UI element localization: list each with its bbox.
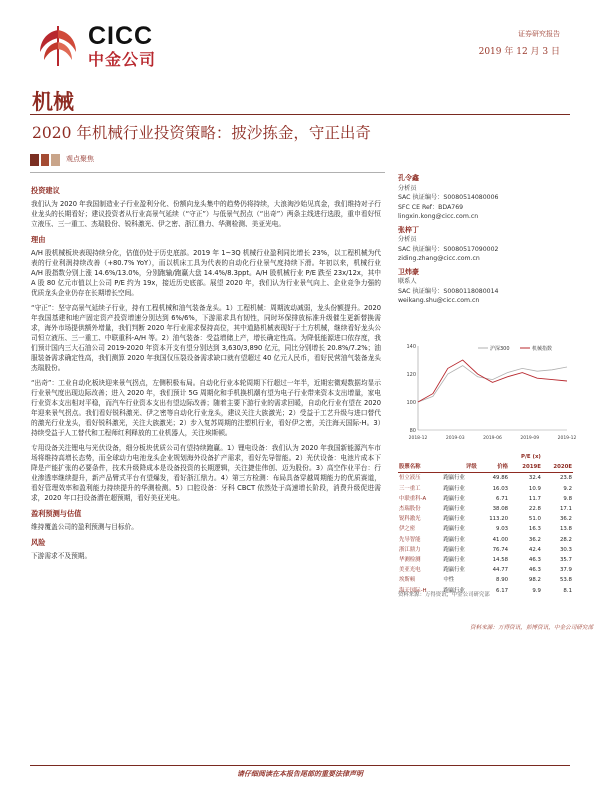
table-cell: 53.8 xyxy=(559,577,572,584)
table-cell: 37.9 xyxy=(559,567,572,574)
table-header: P/E (x) xyxy=(521,454,541,460)
table-cell: 中性 xyxy=(443,577,455,584)
table-subheader: 2020E xyxy=(553,464,572,471)
series-line-1 xyxy=(418,360,567,402)
table-cell: 98.2 xyxy=(528,577,541,584)
table-cell: 浙江鼎力 xyxy=(399,546,421,553)
table-cell: 海天国际-H xyxy=(399,587,427,594)
table-cell: 46.3 xyxy=(528,557,541,564)
table-header xyxy=(442,452,477,462)
table-cell: 9.03 xyxy=(496,526,509,533)
table-cell: 32.4 xyxy=(528,475,541,482)
analyst-role: 分析员 xyxy=(398,184,417,192)
paragraph: “守正”：坚守高景气延续子行业，持有工程机械和油气装备龙头。1）工程机械：周期波动减弱，龙头份额提升。2020 年我国基建和地产固定资产投资增速分别达到 6%/6%，下游需求具有韧性，同时环保排放标准升级催生更新替换需求，海外市场提供额外增量，我们判断 2020 年行业需求保持高位，其中道路机械表现好于土方机械，继续看好龙头公司恒立液压、三一重工、中联重科-A/H 等。2）油气装备：受益增储上产，增长确定性高。为降低能源进口依存度，我们预计国内三大石油公司 2019-2020 年资本开支有望分别达到 3,630/3,890 亿元，同比分别增长 20.8%/7.2%；油服装备需求确定性高，我们测算 2020 年我国仅压裂设备需求缺口就有望超过 40 亿元人民币，看好民营油气装备龙头杰瑞股份。 xyxy=(31,304,381,372)
table-cell: 恒立液压 xyxy=(399,475,421,482)
table-cell: 跑赢行业 xyxy=(443,557,465,564)
table-cell: 36.2 xyxy=(528,536,541,543)
table-cell: 跑赢行业 xyxy=(443,485,465,492)
table-cell: 113.20 xyxy=(489,516,509,523)
table-cell: 锐科激光 xyxy=(399,516,421,523)
section-heading: 理由 xyxy=(31,235,46,244)
analyst-email[interactable]: ziding.zhang@cicc.com.cn xyxy=(398,255,480,262)
table-cell: 46.3 xyxy=(528,567,541,574)
x-tick-label: 2019-06 xyxy=(483,436,502,441)
table-cell: 跑赢行业 xyxy=(443,587,465,594)
table-row xyxy=(398,494,573,504)
analyst-sac: SAC 执证编号：S0080517090002 xyxy=(398,245,499,253)
table-cell: 30.3 xyxy=(559,546,572,553)
table-row xyxy=(398,524,573,534)
table-cell: 跑赢行业 xyxy=(443,536,465,543)
paragraph: 我们认为 2020 年我国制造业子行业盈利分化、份额向龙头集中的趋势仍将持续，大浪淘沙始见真金，我们维持对子行业龙头的长期看好；建议投资者从行业高景气延续（“守正”）与低景气拐点（“出奇”）两条主线进行选股，重申看好恒立液压、三一重工、杰瑞股份、锐科激光、伊之密、浙江鼎力、华测检测、美亚光电。 xyxy=(31,200,381,228)
table-row xyxy=(398,535,573,545)
industry-heading: 机械 xyxy=(32,89,74,114)
table-row xyxy=(398,575,573,585)
table-header xyxy=(398,452,442,462)
analyst-name: 卫炜豪 xyxy=(398,267,419,276)
analyst-block xyxy=(398,174,568,222)
line-chart xyxy=(398,338,577,448)
table-cell: 9.8 xyxy=(563,495,572,502)
report-type: 证券研究报告 xyxy=(518,30,560,38)
x-tick-label: 2019-09 xyxy=(520,436,540,441)
table-cell: 13.8 xyxy=(559,526,572,533)
table-cell: 跑赢行业 xyxy=(443,567,465,574)
table-cell: 23.8 xyxy=(559,475,572,482)
footer-divider xyxy=(30,765,570,766)
table-cell: 先导智能 xyxy=(399,536,421,543)
table-cell: 28.2 xyxy=(559,536,572,543)
legend-label: 机械指数 xyxy=(532,346,553,352)
table-subheader: 评级 xyxy=(465,464,477,471)
logo-text-en: CICC xyxy=(88,22,154,50)
table-cell: 8.1 xyxy=(563,587,572,594)
table-cell: 49.86 xyxy=(492,475,509,482)
index-performance-chart xyxy=(398,338,577,448)
table-cell: 6.71 xyxy=(496,495,509,502)
tag-color-block xyxy=(30,154,60,166)
table-cell: 35.7 xyxy=(559,557,572,564)
analyst-sfc: SFC CE Ref：BDA769 xyxy=(398,203,464,211)
table-cell: 9.2 xyxy=(563,485,572,492)
analyst-name: 张梓丁 xyxy=(398,225,419,234)
table-header xyxy=(478,452,509,462)
paragraph: 维持覆盖公司的盈利预测与目标价。 xyxy=(31,523,138,531)
y-tick-label: 120 xyxy=(406,372,416,378)
table-cell: 11.7 xyxy=(528,495,541,502)
footer-legal-note: 请仔细阅读在本报告尾部的重要法律声明 xyxy=(237,770,363,778)
table-cell: 9.9 xyxy=(532,587,541,594)
table-cell: 42.4 xyxy=(528,546,541,553)
y-tick-label: 100 xyxy=(406,400,416,406)
table-subheader: 2019E xyxy=(522,464,541,471)
legend-label: 沪深300 xyxy=(490,346,510,352)
paragraph: 下游需求不及预期。 xyxy=(31,552,92,560)
table-cell: 8.90 xyxy=(496,577,509,584)
table-header-row xyxy=(398,452,573,462)
table-cell: 跑赢行业 xyxy=(443,506,465,513)
table-row xyxy=(398,514,573,524)
table-cell: 华测检测 xyxy=(399,557,421,564)
table-cell: 10.9 xyxy=(528,485,541,492)
x-tick-label: 2019-12 xyxy=(557,436,577,441)
table-cell: 38.08 xyxy=(492,506,509,513)
table-cell: 三一重工 xyxy=(399,485,421,492)
valuation-table xyxy=(398,452,573,596)
table-cell: 伊之密 xyxy=(399,526,416,533)
table-subheader: 股票名称 xyxy=(399,464,421,471)
table-cell: 41.00 xyxy=(492,536,509,543)
table-cell: 中联重科-A xyxy=(399,495,427,502)
paragraph: 专用设备关注锂电与光伏设备，细分板块优质公司有望持续跑赢。1）锂电设备：我们认为 2020 年我国新能源汽车市场将维持高增长态势，而全球动力电池龙头企业规划海外设备扩产需求，看好先导智能。2）光伏设备：电池片成本下降是产能扩张的必要条件，技术升级降成本是设备投资的长期逻辑，关注捷佳伟创、迈为股份。3）高空作业平台：行业渗透率继续提升，新产品臂式平台有望爆发，看好浙江鼎力。4）第三方检测：布局具备穿越周期能力的优质赛道，看好管理效率和盈利能力持续提升的华测检测。5）口腔设备：牙科 CBCT 依然处于高速增长阶段，消费升级促进需求，2020 年口扫设备潜在超预期，看好美亚光电。 xyxy=(31,444,381,502)
report-date: 2019 年 12 月 3 日 xyxy=(478,47,560,57)
table-subheader: 价格 xyxy=(497,464,509,471)
table-cell: 22.8 xyxy=(528,506,541,513)
y-tick-label: 80 xyxy=(409,428,416,434)
report-title: 2020 年机械行业投资策略：披沙拣金，守正出奇 xyxy=(32,124,371,142)
analyst-sac: SAC 执证编号：S0080514080006 xyxy=(398,194,499,201)
table-cell: 76.74 xyxy=(492,546,509,553)
series-line-0 xyxy=(418,366,567,402)
table-subheader-row xyxy=(398,462,573,473)
table-cell: 跑赢行业 xyxy=(443,516,465,523)
analyst-role: 分析员 xyxy=(398,236,417,243)
table-row xyxy=(398,555,573,565)
section-heading: 盈利预测与估值 xyxy=(31,509,82,518)
analyst-sac: SAC 执证编号：S0080118080014 xyxy=(398,287,499,295)
paragraph: “出奇”：工业自动化板块迎来景气拐点，左侧积极布局。自动化行业本轮周期下行超过一年半，近期宏微观数据均显示行业景气度出现边际改善；进入 2020 年，我们预计 5G 周期化和手机换机潮有望为电子行业带来资本支出增量，家电行业资本支出相对平稳，而汽车行业资本支出有望边际改善；随着主要下游行业的需求回暖，自动化行业有望在 2020 年迎来景气拐点。我们看好锐科激光、伊之密等自动化行业龙头，建议关注大族激光；2）受益于工艺升级与进口替代的激光行业龙头，看好锐科激光，关注大族激光；2）步入复苏周期的注塑机行业，看好伊之密，关注海天国际-H。3）持续受益于人工替代和工程师红利释放的工业机器人，关注埃斯顿。 xyxy=(31,379,381,437)
analyst-block xyxy=(398,268,568,306)
table-cell: 17.1 xyxy=(559,506,572,513)
table-cell: 14.58 xyxy=(492,557,509,564)
analyst-panel xyxy=(398,170,568,306)
table-row xyxy=(398,565,573,575)
table-row xyxy=(398,473,573,484)
analyst-role: 联系人 xyxy=(398,278,417,285)
table-row xyxy=(398,504,573,514)
cicc-logo-mark xyxy=(34,22,82,70)
section-heading: 风险 xyxy=(31,538,46,547)
table-row xyxy=(398,484,573,494)
analyst-block xyxy=(398,226,568,264)
analyst-email[interactable]: lingxin.kong@cicc.com.cn xyxy=(398,213,479,220)
logo-text-cn: 中金公司 xyxy=(88,50,157,69)
paragraph: A/H 股机械板块表现持续分化，估值仍处于历史底部。2019 年 1~3Q 机械行业盈利同比增长 23%，以工程机械为代表的行业利润持续改善（+80.7% YoY），而以机床工具为代表的自动化行业景气度持续下滑。年初以来，机械行业 A/H 股指数分别上涨 14.6%/13.0%，分别跑输/跑赢大盘 14.4%/8.3ppt。A/H 股机械行业 P/E 跌至 23x/12x，其中 A 股 80 亿元市值以上公司 P/E 约为 19x，接近历史底部。展望 2020 年，我们认为行业景气向上、企业竞争力强的优质龙头企业仍存在长期增长空间。 xyxy=(31,249,381,297)
table-cell: 36.2 xyxy=(559,516,572,523)
y-tick-label: 140 xyxy=(406,344,416,350)
table-cell: 跑赢行业 xyxy=(443,495,465,502)
table-cell: 跑赢行业 xyxy=(443,526,465,533)
divider xyxy=(30,114,570,115)
table-cell: 16.3 xyxy=(528,526,541,533)
x-tick-label: 2018-12 xyxy=(408,436,428,441)
writer-note: 资料来源：万得资讯，彭博资讯，中金公司研究部 xyxy=(470,625,594,631)
table-cell: 跑赢行业 xyxy=(443,475,465,482)
table-cell: 6.17 xyxy=(496,587,509,594)
analyst-email[interactable]: weikang.shu@cicc.com.cn xyxy=(398,297,480,304)
table-cell: 51.0 xyxy=(528,516,541,523)
divider xyxy=(30,172,385,173)
table-row xyxy=(398,545,573,555)
table-source: 资料来源：万得资讯，中金公司研究部 xyxy=(398,592,490,598)
analyst-name: 孔令鑫 xyxy=(398,174,419,182)
report-body xyxy=(31,180,381,566)
table-cell: 跑赢行业 xyxy=(443,546,465,553)
table-cell: 美亚光电 xyxy=(399,567,421,574)
table-cell: 16.03 xyxy=(492,485,509,492)
x-tick-label: 2019-03 xyxy=(445,436,465,441)
table-cell: 埃斯顿 xyxy=(399,577,416,584)
table-cell: 44.77 xyxy=(492,567,509,574)
table-cell: 杰瑞股份 xyxy=(399,506,421,513)
section-heading: 投资建议 xyxy=(31,186,60,195)
pe-table xyxy=(398,452,573,596)
tag-label: 观点聚焦 xyxy=(66,155,94,163)
table-header xyxy=(542,452,573,462)
